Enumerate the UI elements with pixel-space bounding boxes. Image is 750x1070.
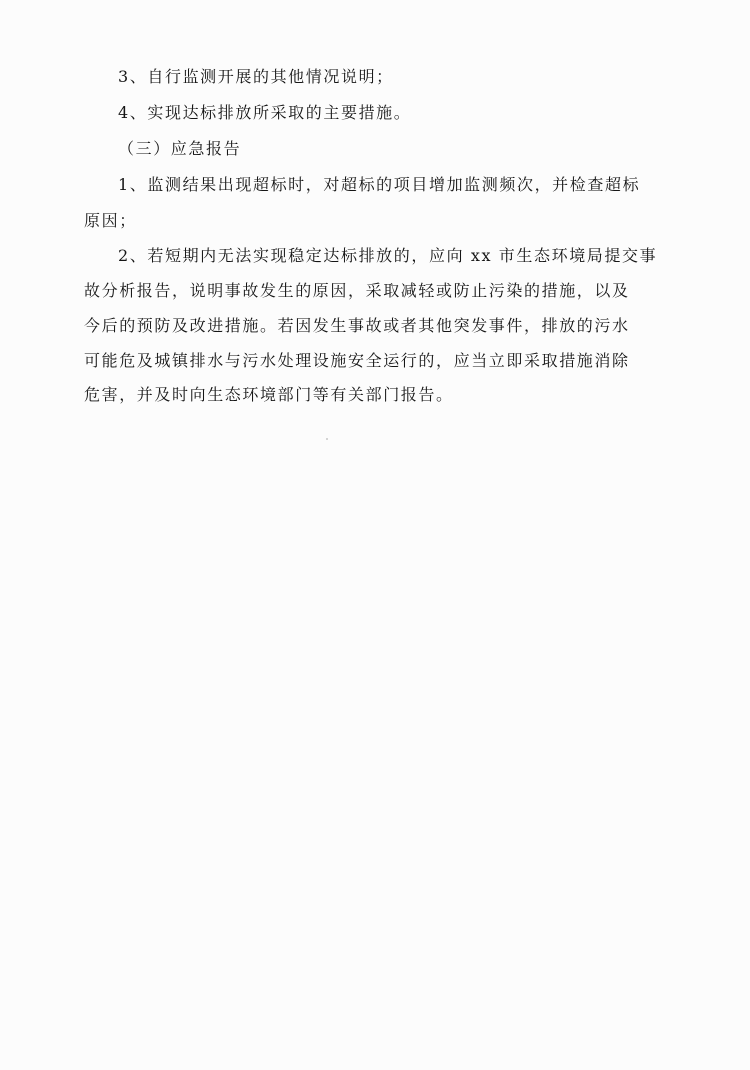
scan-speck [326, 438, 328, 440]
item-4-line: 4、实现达标排放所采取的主要措施。 [118, 103, 412, 122]
emergency-item-1-line-1: 1、监测结果出现超标时，对超标的项目增加监测频次，并检查超标 [118, 175, 641, 194]
emergency-item-2-line-3: 今后的预防及改进措施。若因发生事故或者其他突发事件，排放的污水 [84, 316, 630, 335]
emergency-item-2-line-5: 危害，并及时向生态环境部门等有关部门报告。 [84, 385, 454, 404]
item-3-line: 3、自行监测开展的其他情况说明； [118, 67, 394, 86]
emergency-item-2-line-2: 故分析报告，说明事故发生的原因，采取减轻或防止污染的措施，以及 [84, 281, 630, 300]
emergency-item-2-line-1: 2、若短期内无法实现稳定达标排放的，应向 xx 市生态环境局提交事 [118, 246, 658, 265]
emergency-item-2-line-4: 可能危及城镇排水与污水处理设施安全运行的，应当立即采取措施消除 [84, 351, 630, 370]
emergency-item-1-line-2: 原因； [84, 211, 137, 230]
section-heading: （三）应急报告 [118, 139, 242, 158]
